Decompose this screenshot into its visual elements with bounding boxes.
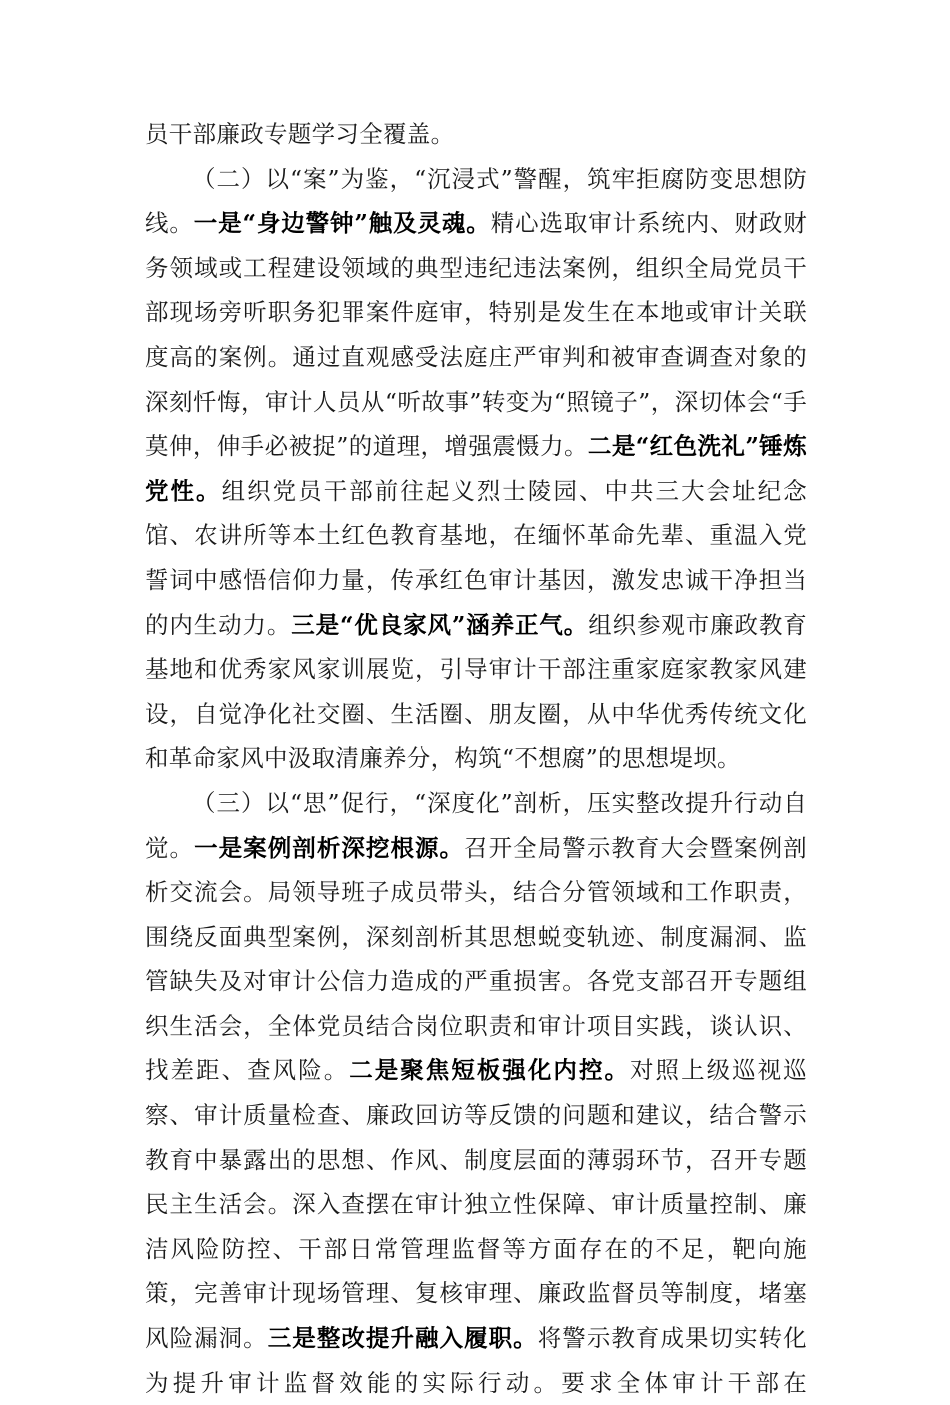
paragraph-text: 将警示教育成果切实转化为提升审计监督效能的实际行动。要求全体审计干部在 xyxy=(145,1324,807,1397)
paragraph-text: 精心选取审计系统内、财政财务领域或工程建设领域的典型违纪违法案例，组织全局党员干部现场旁听职务犯罪案件庭审，特别是发生在本地或审计关联度高的案例。通过直观感受法庭庄严审判和被审查调查对象的深刻忏悔，审计人员从“听故事”转变为“照镜子”，深切体会“手莫伸，伸手必被捉”的道理，增强震慑力。 xyxy=(145,209,807,461)
bold-point-one: 一是案例剖析深挖根源。 xyxy=(194,833,465,862)
bold-point-two: 二是聚焦短板强化内控。 xyxy=(349,1056,631,1085)
paragraph-text: 召开全局警示教育大会暨案例剖析交流会。局领导班子成员带头，结合分管领域和工作职责，围绕反面典型案例，深刻剖析其思想蜕变轨迹、制度漏洞、监管缺失及对审计公信力造成的严重损害。各党支部召开专题组织生活会，全体党员结合岗位职责和审计项目实践，谈认识、找差距、查风险。 xyxy=(145,833,807,1085)
paragraph-text: 员干部廉政专题学习全覆盖。 xyxy=(145,120,455,148)
bold-point-three: 三是“优良家风”涵养正气。 xyxy=(291,610,589,639)
section-heading-text: （二）以“案”为鉴，“沉浸式”警醒，筑牢拒腐防变思想防线。 xyxy=(145,164,807,238)
paragraph-continuation xyxy=(145,112,807,157)
bold-point-two: 二是“红色洗礼”锤炼党性。 xyxy=(145,432,807,505)
paragraph-text: 组织参观市廉政教育基地和优秀家风家训展览，引导审计干部注重家庭家教家风建设，自觉净化社交圈、生活圈、朋友圈，从中华优秀传统文化和革命家风中汲取清廉养分，构筑“不想腐”的思想堤坝。 xyxy=(145,610,807,773)
paragraph-section-three xyxy=(145,781,807,1405)
section-heading-text: （三）以“思”促行，“深度化”剖析，压实整改提升行动自觉。 xyxy=(145,788,807,862)
bold-point-three: 三是整改提升融入履职。 xyxy=(267,1324,538,1353)
paragraph-text: 组织党员干部前往起义烈士陵园、中共三大会址纪念馆、农讲所等本土红色教育基地，在缅怀革命先辈、重温入党誓词中感悟信仰力量，传承红色审计基因，激发忠诚干净担当的内生动力。 xyxy=(145,476,807,639)
document-body xyxy=(145,112,807,1405)
paragraph-text: 对照上级巡视巡察、审计质量检查、廉政回访等反馈的问题和建议，结合警示教育中暴露出的思想、作风、制度层面的薄弱环节，召开专题民主生活会。深入查摆在审计独立性保障、审计质量控制、廉洁风险防控、干部日常管理监督等方面存在的不足，靶向施策，完善审计现场管理、复核审理、廉政监督员等制度，堵塞风险漏洞。 xyxy=(145,1056,807,1353)
paragraph-section-two xyxy=(145,157,807,781)
bold-point-one: 一是“身边警钟”触及灵魂。 xyxy=(193,209,491,238)
